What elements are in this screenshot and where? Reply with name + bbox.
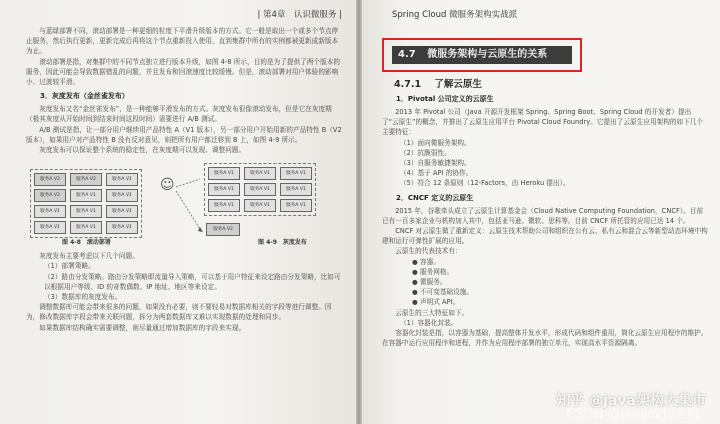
list-item: （4）基于 API 的协作。 xyxy=(400,169,473,178)
paragraph: 与蓝绿部署不同，滚动部署是一种更细的粒度下平滑升级版本的方式。它一般是取出一个或多个节点停止服务，然后执行更新，更新完成后再将这个节点重新投入使用，直到集群中所有的实例都被更新成新版本为止。 xyxy=(26,27,339,56)
list-item: （2）路由分发策略。路由分发策略即流量导入策略，可以基于用户特征来设定路由分发策略，比如可以根据用户等级、ID 的奇数偶数、IP 地址、地区等来设定。 xyxy=(44,272,341,291)
bullet-item: ● 声明式 API。 xyxy=(412,298,460,307)
paragraph: 灰度发布可以保证整个系统的稳定性，在灰度期可以发现、调整问题。 xyxy=(39,146,246,155)
routing-arrows-icon xyxy=(174,169,204,239)
figure-4-8 xyxy=(26,161,152,247)
heading-pivotal: 1．Pivotal 公司定义的云原生 xyxy=(396,95,494,103)
fig9-cell: 服务A V1 xyxy=(244,183,276,196)
paragraph: 灰度发布又名“金丝雀发布”，是一种能够平滑发布的方式。灰度发布很像滚动发布，但是它在灰度期（极其灰度从开始时间到结束时间这段时间）需要进行 A/B 测试。 xyxy=(26,105,332,124)
fig8-cell: 服务A V1 xyxy=(70,221,102,234)
bullet-item: ● 不可变基础设施。 xyxy=(412,288,474,297)
fig8-cell: 服务A V2 xyxy=(34,173,66,186)
fig9-cell: 服务A V1 xyxy=(208,199,240,212)
fig8-cell: 服务A V1 xyxy=(106,221,138,234)
csdn-watermark: CSDN @Java成长之路 xyxy=(566,407,700,422)
user-icon: ☺ xyxy=(160,177,175,194)
fig8-cell: 服务A V1 xyxy=(70,205,102,218)
figure-4-9 xyxy=(160,161,342,247)
paragraph: 灰度发布主要考虑以下几个问题。 xyxy=(39,252,139,261)
fig9-cell: 服务A V1 xyxy=(280,183,312,196)
fig8-cell: 服务A V2 xyxy=(70,173,102,186)
fig8-caption: 图 4-8 滚动部署 xyxy=(62,239,111,247)
paragraph: 2013 年 Pivotal 公司（Java 开源开发框架 Spring、Spring Boot、Spring Cloud 的开发者）提出了“云原生”的概念，并推出了云原生应用平台 Pivotal Cloud Foundry。它提出了云原生应用架构的如下几个主要特征： xyxy=(382,108,704,137)
list-item: （1）面向微服务架构。 xyxy=(400,138,471,147)
fig9-cell: 服务A V1 xyxy=(244,167,276,180)
zhihu-watermark: 知乎 @java架构大集市 xyxy=(556,393,706,409)
paragraph: 容器化封装是指，以容器为基础，提高整体开发水平，形成代码和组件重用，简化云原生应用程序的维护。在容器中运行应用程序和进程，并作为应用程序部署的独立单元，实现高水平资源隔离。 xyxy=(382,329,708,348)
section-title: 微服务架构与云原生的关系 xyxy=(427,49,548,60)
fig9-caption: 图 4-9 灰度发布 xyxy=(258,239,307,247)
fig9-cell: 服务A V1 xyxy=(208,183,240,196)
fig9-cell: 服务A V1 xyxy=(244,199,276,212)
right-running-head: Spring Cloud 微服务架构实战派 xyxy=(392,10,518,20)
fig9-cell: 服务A V1 xyxy=(280,167,312,180)
list-item: （2）抗脆弱性。 xyxy=(400,148,451,157)
fig9-grid xyxy=(204,163,316,216)
fig9-cell: 服务A V1 xyxy=(208,167,240,180)
subsection-title: 了解云原生 xyxy=(434,79,482,90)
bullet-item: ● 容器。 xyxy=(412,257,440,266)
fig9-new-cell: 服务A V2 xyxy=(206,223,240,236)
fig8-cell: 服务A V2 xyxy=(34,189,66,202)
fig8-cell: 服务A V1 xyxy=(34,221,66,234)
list-item: （1）部署策略。 xyxy=(44,262,95,271)
paragraph: 如果数据库结构确实需要调整，则尽量通过增加数据库的字段来实现。 xyxy=(39,323,246,332)
fig8-cell: 服务A V1 xyxy=(70,189,102,202)
list-item: （1）容器化封装。 xyxy=(400,318,458,327)
section-heading xyxy=(392,46,572,64)
list-item: （3）自服务敏捷架构。 xyxy=(400,159,471,168)
heading-cncf: 2．CNCF 定义的云原生 xyxy=(396,193,474,202)
list-item: （5）符合 12 条原则（12-Factors，由 Heroku 提出）。 xyxy=(400,179,570,188)
section-number: 4.7 xyxy=(398,49,416,60)
subsection-number: 4.7.1 xyxy=(394,79,422,90)
right-page xyxy=(362,0,720,424)
figures-row xyxy=(26,161,342,247)
fig8-cell: 服务A V1 xyxy=(106,189,138,202)
paragraph: A/B 测试是指，让一部分用户继续用产品特性 A（V1 版本），另一部分用户开始用新的产品特性 B（V2 版本），如果用户对产品特性 B 没有反对意见，则把所有用户都迁移到 B 上，如图 4-9 所示。 xyxy=(26,125,342,144)
section-heading-highlight xyxy=(382,38,582,72)
paragraph: 云原生的代表技术有： xyxy=(395,247,462,256)
fig8-cell: 服务A V1 xyxy=(34,205,66,218)
fig8-cell: 服务A V1 xyxy=(106,205,138,218)
subsection-heading xyxy=(394,76,708,90)
fig9-cell: 服务A V1 xyxy=(280,199,312,212)
paragraph: CNCF 对云原生做了重新定义：云原生技术帮助公司和组织在公有云、私有云和混合云等新型动态环境中构建和运行可弹性扩展的应用。 xyxy=(382,227,708,246)
subhead-gray-release: 3．灰度发布（金丝雀发布） xyxy=(40,92,129,101)
paragraph: 云原生的三大特征如下。 xyxy=(395,308,469,317)
paragraph: 2015 年，谷歌牵头成立了云原生计算基金会（Cloud Native Computing Foundation，CNCF）。目前已有一百多家企业与机构加入其中，包括亚马逊、微软、思科等。目前 CNCF 所托管的应用已达 14 个。 xyxy=(382,206,704,225)
bullet-item: ● 服务网格。 xyxy=(412,267,454,276)
fig8-cell: 服务A V1 xyxy=(106,173,138,186)
bullet-item: ● 微服务。 xyxy=(412,278,447,287)
paragraph: 滚动部署是指，对集群中的不同节点独立进行版本升级，如图 4-8 所示，目的是为了提供了两个版本的服务，因此可能会导致数据错乱的问题，并且发布和回滚速度比较缓慢。但是，滚动部署对用户体验的影响小、过渡较平滑。 xyxy=(26,57,341,87)
fig8-grid xyxy=(30,169,142,238)
left-page xyxy=(0,0,356,424)
paragraph: 调整数据库可能会带来很多的问题，如果没有必要，则不要轻易对数据库相关的字段等进行调整。因为，修改数据库字段会带来关联问题，拆分为两套数据库又难以实现数据的处理和同步。 xyxy=(26,303,332,322)
left-running-head: | 第4章 认识微服务 | xyxy=(257,10,342,20)
list-item: （3）数据库的灰度发布。 xyxy=(44,293,122,302)
